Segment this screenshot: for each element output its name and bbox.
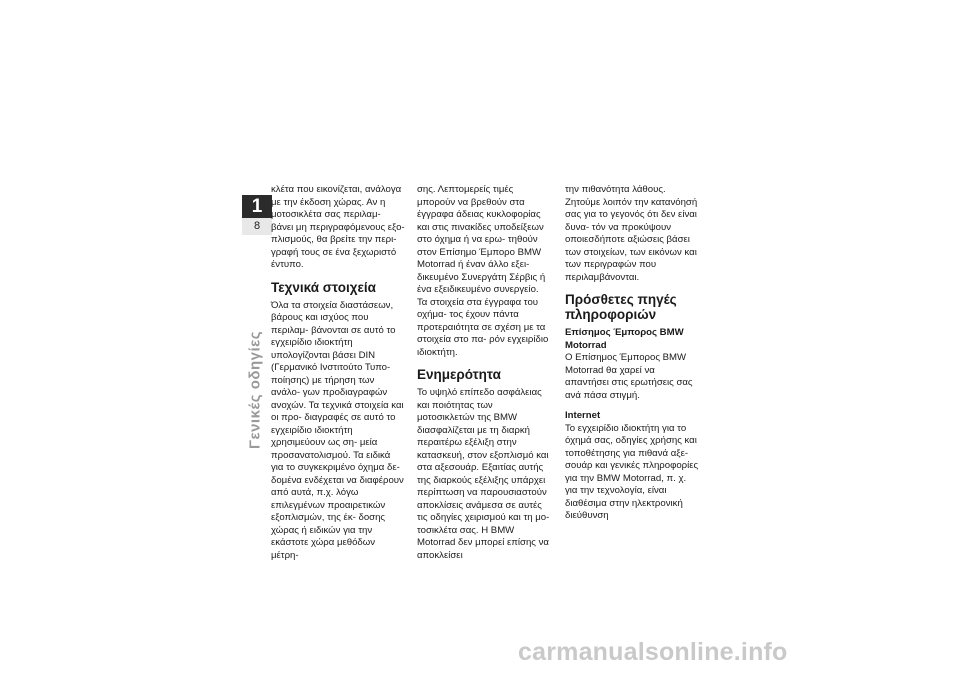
text-column-3 [565,184,699,523]
page-number: 8 [242,218,272,235]
paragraph: Το υψηλό επίπεδο ασφάλειας και ποιότητας των μοτοσικλετών της BMW διασφαλίζεται με τη διαρκή περαιτέρω εξέλιξη στην κατασκευή, στον εξοπλισμό και στα αξεσουάρ. Εξαιτίας αυτής της διαρκούς εξέλιξης υπάρχει περίπτωση να παρουσιαστούν αποκλίσεις ανάμεσα σε αυτές τις οδηγίες χειρισμού και τη μο- τοσικλέτα σας. Η BMW Motorrad δεν μπορεί επίσης να αποκλείσει [417,387,550,561]
paragraph: κλέτα που εικονίζεται, ανάλογα με την έκδοση χώρας. Αν η μοτοσικλέτα σας περιλαμ- βάνει μη περιγραφόμενους εξο- πλισμούς, θα βρείτε την περι- γραφή τους σε ένα ξεχωριστό έντυπο. [271,184,405,270]
section-heading-currency: Ενημερότητα [417,367,501,382]
subheading-dealer: Επίσημος Έμπορος BMW Motorrad [565,327,684,351]
paragraph: σης. Λεπτομερείς τιμές μπορούν να βρεθούν στα έγγραφα άδειας κυκλοφορίας και στις πινακίδες υποδείξεων στο όχημα ή να ερω- τηθούν στον Επίσημο Έμπορο BMW Motorrad ή έναν άλλο εξει- δικευμένο Συνεργάτη Σέρβις ή ένα εξειδικευμένο συνεργείο. Τα στοιχεία στα έγγραφα του οχήμα- τος έχουν πάντα προτεραιότητα σε σχέση με τα στοιχεία στο πα- ρόν εγχειρίδιο ιδιοκτήτη. [417,184,549,358]
section-heading-additional-sources: Πρόσθετες πηγές πληροφοριών [565,292,677,322]
text-column-1 [271,184,405,562]
watermark-text: carmanualsonline.info [518,638,788,666]
paragraph: Το εγχειρίδιο ιδιοκτήτη για το όχημά σας, οδηγίες χρήσης και τοποθέτησης για πιθανά αξε- σουάρ και γενικές πληροφορίες για την BMW Motorrad, π. χ. για την τεχνολογία, είναι διαθέσιμα στην ηλεκτρονική διεύθυνση [565,422,699,521]
section-heading-technical-data: Τεχνικά στοιχεία [271,279,376,295]
text-column-2 [417,184,551,562]
chapter-number: 1 [242,195,272,218]
chapter-side-title: Γενικές οδηγίες [246,330,264,450]
subheading-internet: Internet [565,410,601,421]
paragraph: Ο Επίσημος Έμπορος BMW Motorrad θα χαρεί να απαντήσει στις ερωτήσεις σας ανά πάσα στιγμή. [565,352,693,401]
chapter-tab [242,195,272,235]
paragraph: Όλα τα στοιχεία διαστάσεων, βάρους και ισχύος που περιλαμ- βάνονται σε αυτό το εγχειρίδιο ιδιοκτήτη υπολογίζονται βάσει DIN (Γερμανικό Ινστιτούτο Τυπο- ποίησης) με τήρηση των ανάλο- γων προδιαγραφών ανοχών. Τα τεχνικά στοιχεία και οι προ- διαγραφές σε αυτό το εγχειρίδιο ιδιοκτήτη χρησιμεύουν ως ση- μεία προσανατολισμού. Τα ειδικά για το συγκεκριμένο όχημα δε- δομένα ενδέχεται να διαφέρουν από αυτά, π.χ. λόγω επιλεγμένων προαιρετικών εξοπλισμών, της έκ- δοσης χώρας ή ειδικών για την εκάστοτε χώρα μεθόδων μέτρη- [271,299,404,561]
paragraph: την πιθανότητα λάθους. Ζητούμε λοιπόν την κατανόησή σας για το γεγονός ότι δεν είναι δυνα- τόν να προκύψουν οποιεσδήποτε αξιώσεις βάσει των στοιχείων, των εικόνων και των περιγραφών που περιλαμβάνονται. [565,184,698,283]
